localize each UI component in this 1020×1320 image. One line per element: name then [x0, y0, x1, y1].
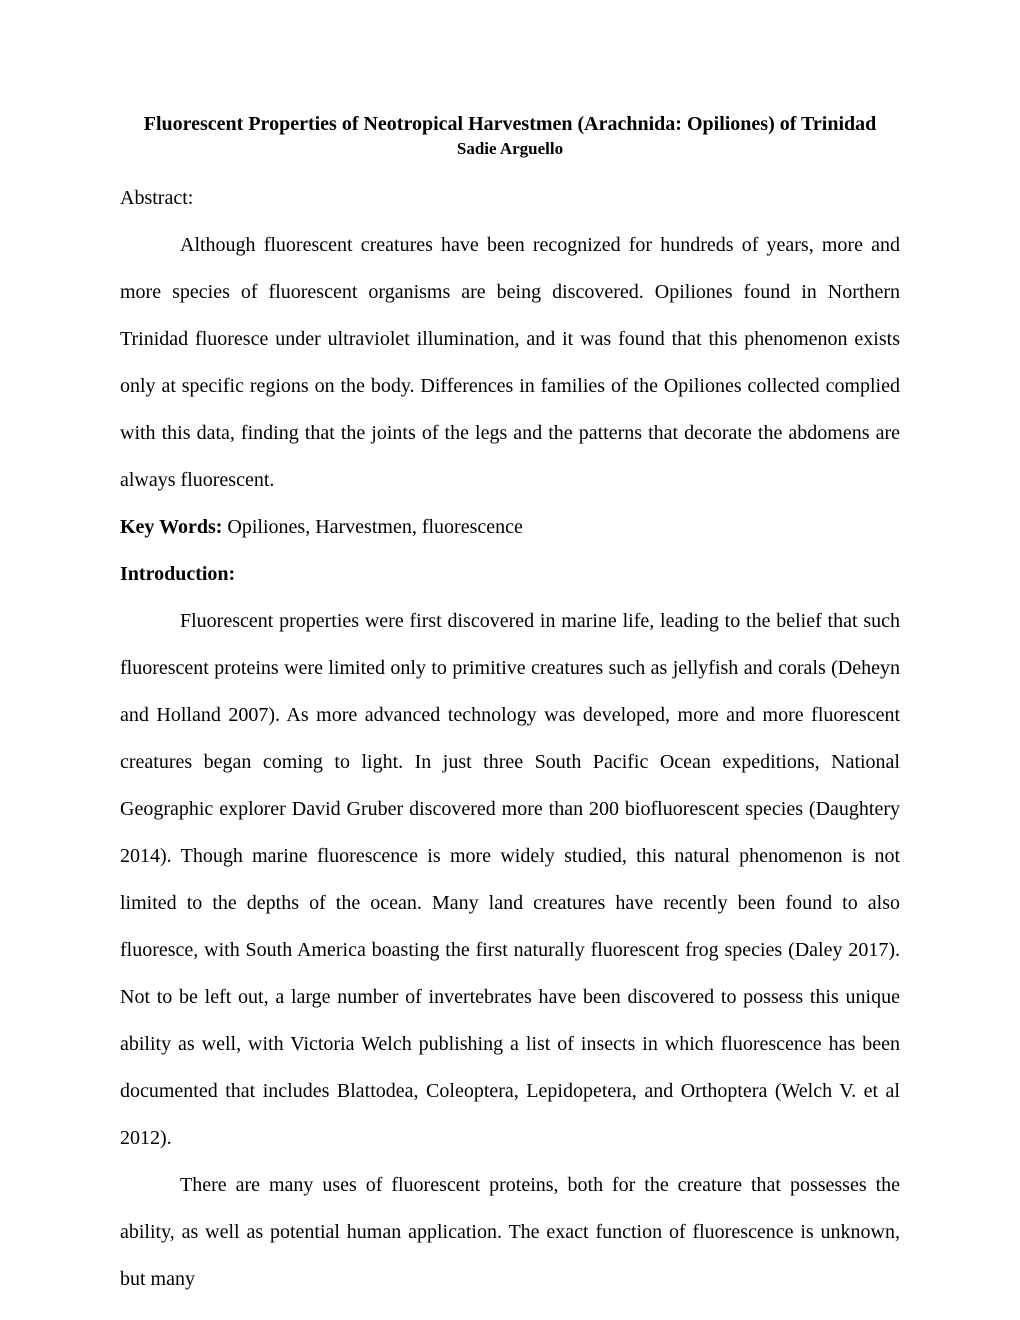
keywords-line — [120, 504, 900, 551]
introduction-paragraph-2: There are many uses of fluorescent proteins, both for the creature that possesses the ability, as well as potential human application. The exact function of fluorescence is unknown, but many — [120, 1174, 900, 1290]
keywords-text: Opiliones, Harvestmen, fluorescence — [222, 516, 523, 538]
paper-title: Fluorescent Properties of Neotropical Harvestmen (Arachnida: Opiliones) of Trinidad — [143, 113, 877, 135]
introduction-heading: Introduction: — [120, 563, 236, 585]
paper-author: Sadie Arguello — [456, 139, 564, 158]
abstract-paragraph: Although fluorescent creatures have been recognized for hundreds of years, more and more species of fluorescent organisms are being discovered. Opiliones found in Northern Trinidad fluoresce under ultraviolet illumination, and it was found that this phenomenon exists only at specific regions on the body. Differences in families of the Opiliones collected complied with this data, finding that the joints of the legs and the patterns that decorate the abdomens are always fluorescent. — [120, 234, 900, 491]
abstract-heading: Abstract: — [120, 187, 194, 209]
introduction-paragraph-1: Fluorescent properties were first discovered in marine life, leading to the belief that such fluorescent proteins were limited only to primitive creatures such as jellyfish and corals (Deheyn and Holland 2007). As more advanced technology was developed, more and more fluorescent creatures began coming to light. In just three South Pacific Ocean expeditions, National Geographic explorer David Gruber discovered more than 200 biofluorescent species (Daughtery 2014). Though marine fluorescence is more widely studied, this natural phenomenon is not limited to the depths of the ocean. Many land creatures have recently been found to also fluoresce, with South America boasting the first naturally fluorescent frog species (Daley 2017). Not to be left out, a large number of invertebrates have been discovered to possess this unique ability as well, with Victoria Welch publishing a list of insects in which fluorescence has been documented that includes Blattodea, Coleoptera, Lepidopetera, and Orthoptera (Welch V. et al 2012). — [120, 610, 900, 1149]
document-content — [120, 175, 900, 1303]
title-block — [120, 112, 900, 161]
keywords-label: Key Words: — [120, 516, 223, 538]
